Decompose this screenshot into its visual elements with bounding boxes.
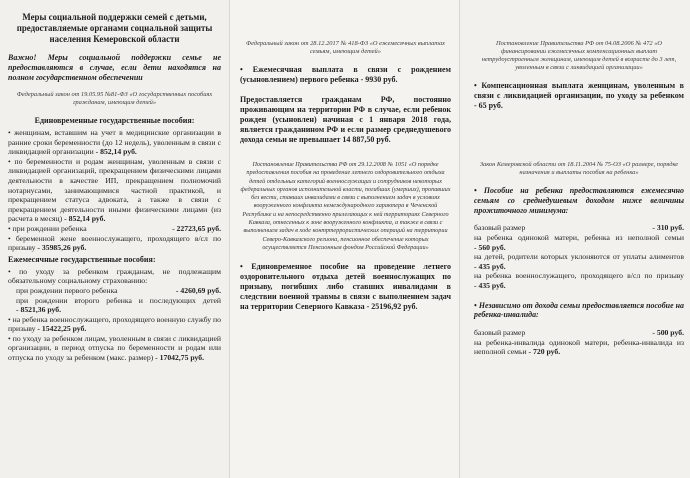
benefit-amount: - 852,14 руб. — [64, 214, 106, 224]
law-reference: Постановление Правительства РФ от 29.12.2008 № 1051 «О порядке предоставления пособия на проведение летнего оздоровительного отдыха детей отдельных категорий военнослужащих и сотрудников некоторых федеральных органов исполнительной власти, погибших (умерших), пропавших без вести, ставших инвалидами в связи с выполнением задач в условиях вооруженного конфликта немеждународного характера в Чеченской Республике и на непосредственно прилегающих к ней территориях Северного Кавказа, отнесенных к зоне вооруженного конфликта, а также в связи с выполнением задач в ходе контртеррористических операций на территории Северо-Кавказского региона, пенсионное обеспечение которых осуществляется Пенсионным фондом Российской Федерации» — [240, 161, 451, 251]
column-left — [0, 0, 230, 478]
benefit-amount: - 435 руб. — [474, 261, 506, 271]
benefit-amount: - 22723,65 руб. — [172, 223, 221, 233]
benefit-item: • Ежемесячная выплата в связи с рождением (усыновлением) первого ребенка - 9930 руб. — [240, 65, 451, 84]
section-heading-monthly: Ежемесячные государственные пособия: — [8, 254, 156, 264]
benefit-amount: - 25196,92 руб. — [366, 302, 418, 312]
benefit-item: • при рождении ребенка - 22723,65 руб. — [8, 223, 221, 233]
benefit-amount: - 35985,26 руб. — [37, 243, 87, 253]
benefit-amount: - 560 руб. — [474, 242, 506, 252]
benefit-amount: - 310 руб. — [652, 223, 684, 233]
benefit-item: на ребенка одинокой матери, ребенка из неполной семьи - 560 руб. — [474, 232, 684, 252]
column-middle — [230, 0, 460, 478]
benefit-item: при рождении первого ребенка - 4260,69 руб. — [16, 285, 221, 295]
brochure-title: Меры социальной поддержки семей с детьми, предоставляемые органами социальной защиты населения Кемеровской области — [16, 12, 213, 44]
section-heading-child-benefit: • Пособие на ребенка предоставляются ежемесячно семьям со среднедушевым доходом ниже величины прожиточного минимума: — [474, 186, 684, 215]
column-right — [460, 0, 690, 478]
benefit-amount: - 17042,75 руб. — [155, 353, 205, 363]
section-heading-lump-sum: Единовременные государственные пособия: — [34, 116, 195, 125]
benefit-item: • по беременности и родам женщинам, уволенным в связи с ликвидацией организаций, прекращением физическими лицами деятельности в качестве ИП, прекращением полномочий нотариусами, занимающимися частной практикой, и прекращением статуса адвоката, а также в связи с прекращением деятельности иными физическими лицами (из расчета в месяц) - 852,14 руб. — [8, 156, 221, 224]
benefit-item: • на ребенка военнослужащего, проходящего военную службу по призыву - 15422,25 руб. — [8, 314, 221, 334]
benefit-amount: - 9930 руб. — [360, 75, 398, 84]
benefit-item: • женщинам, вставшим на учет в медицинские организации в ранние сроки беременности (до 12 недель), уволенным в связи с ликвидацией организации - 852,14 руб. — [8, 128, 221, 157]
benefit-item: • беременной жене военнослужащего, проходящего в/сл по призыву - 35985,26 руб. — [8, 233, 221, 253]
benefit-amount: - 65 руб. — [474, 101, 503, 110]
benefit-amount: - 8521,36 руб. — [16, 305, 62, 315]
benefit-item: на ребенка-инвалида одинокой матери, ребенка-инвалида из неполной семьи - 720 руб. — [474, 337, 684, 357]
benefit-amount: - 720 руб. — [528, 347, 561, 357]
benefit-item: • Единовременное пособие на проведение летнего оздоровительного отдыха детей военнослужащих по призыву, погибших либо ставших инвалидами в следствии военной травмы в связи с выполнением задач на территории Северного Кавказа - 25196,92 руб. — [240, 262, 451, 312]
law-reference: Федеральный закон от 28.12.2017 № 418-ФЗ «О ежемесячных выплатах семьям, имеющим детей» — [245, 40, 446, 55]
benefit-item: на ребенка военнослужащего, проходящего в/сл по призыву - 435 руб. — [474, 271, 684, 290]
benefit-item: • по уходу за ребенком лицам, уволенным в связи с ликвидацией организации, в период отпуска по беременности и родам или отпуска по уходу за ребенком (макс. размер) - 17042,75 руб. — [8, 333, 221, 363]
benefit-item: базовый размер - 310 руб. — [474, 223, 684, 233]
benefit-item: на детей, родители которых уклоняются от уплаты алиментов - 435 руб. — [474, 252, 684, 271]
benefit-amount: - 852,14 руб. — [95, 147, 137, 157]
law-reference: Постановление Правительства РФ от 04.08.2006 № 472 «О финансировании ежемесячных компенсационных выплат нетрудоустроенным женщинам, имеющим детей в возрасте до 3 лет, уволенным в связи с ликвидацией организации» — [481, 40, 677, 71]
law-reference: Федеральный закон от 19.05.95 №81-ФЗ «О государственных пособиях гражданам, имеющим детей» — [16, 91, 213, 106]
benefit-intro: • по уходу за ребенком гражданам, не подлежащим обязательному социальному страхованию: — [8, 266, 221, 286]
benefit-item: • Компенсационная выплата женщинам, уволенным в связи с ликвидацией организации, по уходу за ребенком - 65 руб. — [474, 81, 684, 110]
law-reference: Закон Кемеровской области от 18.11.2004 № 75-ОЗ «О размере, порядке назначения и выплаты пособия на ребенка» — [479, 161, 679, 176]
benefit-amount: - 500 руб. — [652, 328, 684, 338]
section-heading-disabled-child: • Независимо от дохода семьи предоставляется пособие на ребенка-инвалида: — [474, 300, 684, 320]
eligibility-paragraph: Предоставляется гражданам РФ, постоянно проживающим на территории РФ в случае, если ребенок рожден (усыновлен) начиная с 1 января 2018 года, является гражданином РФ и если размер среднедушевого дохода семьи не превышает 14 887,50 руб. — [240, 95, 451, 144]
important-notice: Важно! Меры социальной поддержки семье не предоставляются в случае, если дети находятся на полном государственном обеспечении — [8, 53, 221, 82]
benefit-item: базовый размер - 500 руб. — [474, 328, 684, 338]
benefit-amount: - 4260,69 руб. — [175, 285, 221, 295]
benefit-item: при рождении второго ребенка и последующих детей - 8521,36 руб. — [16, 295, 221, 315]
benefit-amount: - 435 руб. — [474, 280, 506, 290]
benefit-amount: - 15422,25 руб. — [37, 324, 87, 334]
